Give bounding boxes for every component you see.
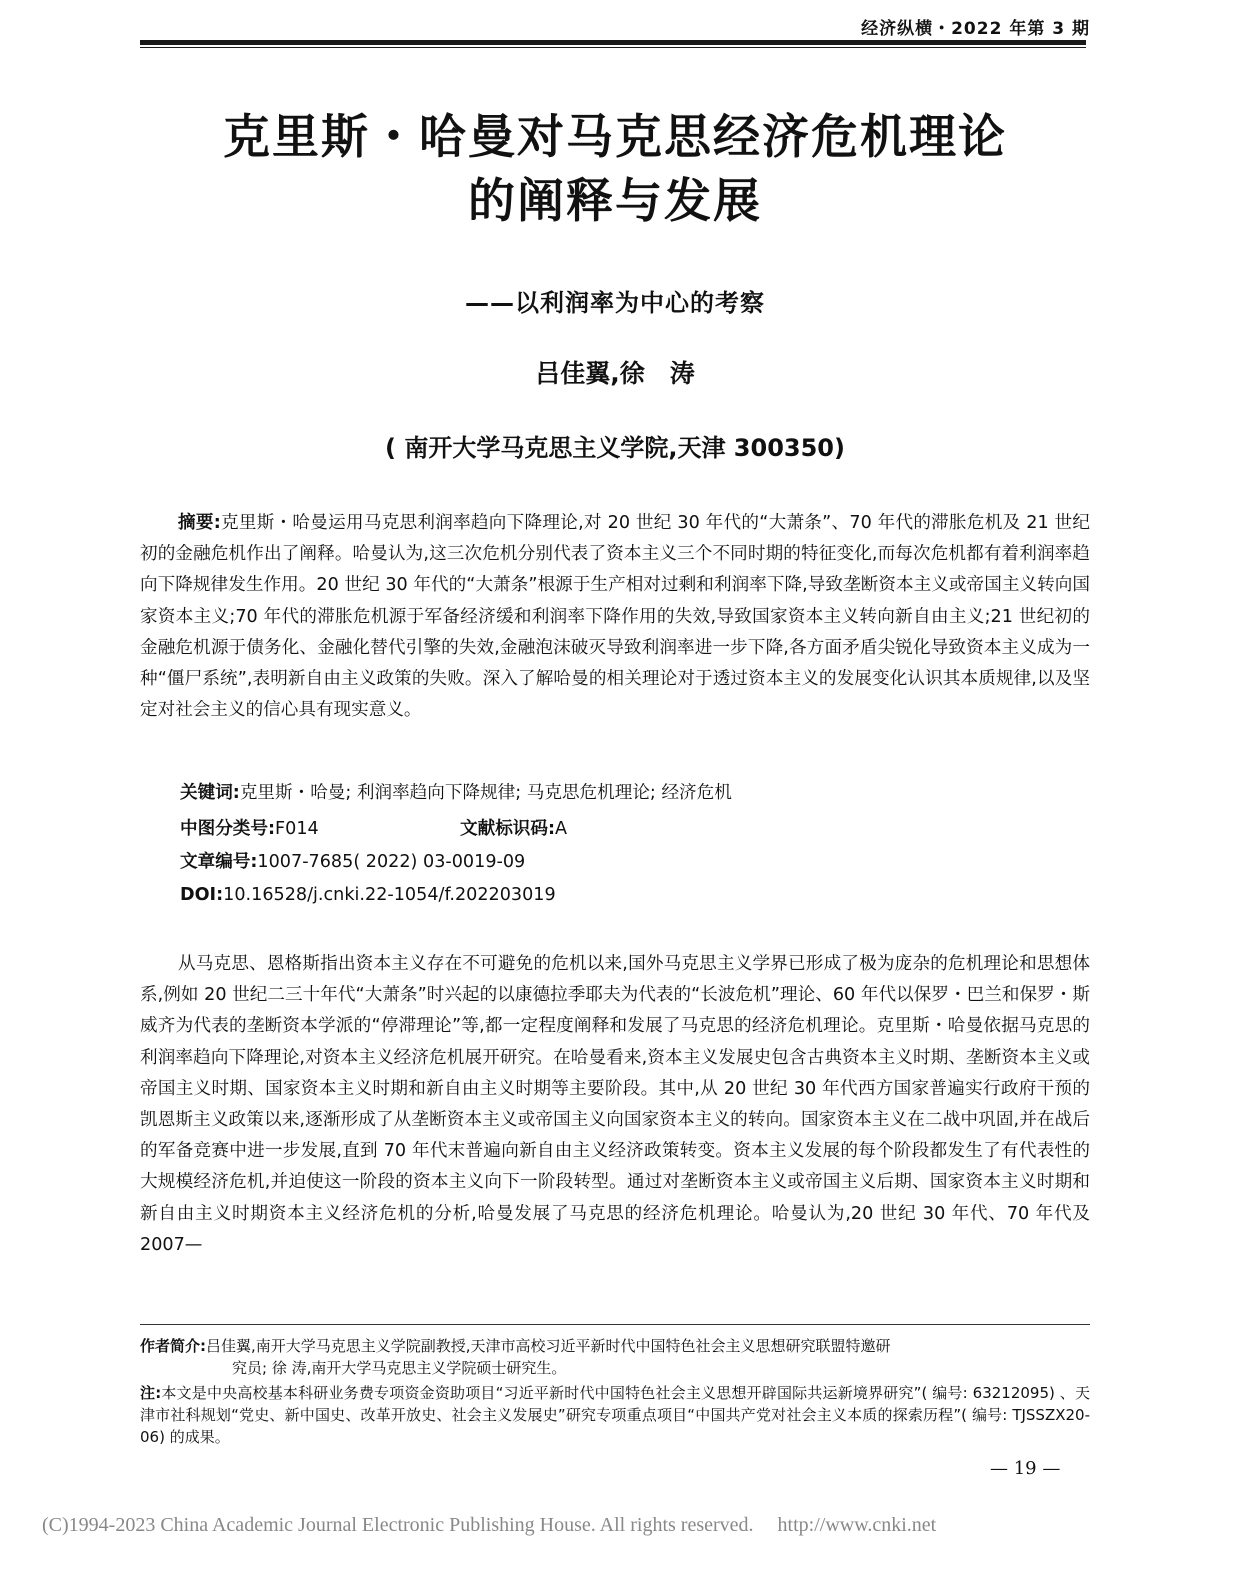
article-subtitle: ——以利润率为中心的考察 (465, 289, 765, 317)
doi (180, 881, 556, 909)
affiliation: ( 南开大学马克思主义学院,天津 300350) (385, 434, 845, 462)
abstract-text: 克里斯・哈曼运用马克思利润率趋向下降理论,对 20 世纪 30 年代的“大萧条”、70 年代的滞胀危机及 21 世纪初的金融危机作出了阐释。哈曼认为,这三次危机分别代表了资本主义三个不同时期的特征变化,而每次危机都有着利润率趋向下降规律发生作用。20 世纪 30 年代的“大萧条”根源于生产相对过剩和利润率下降,导致垄断资本主义或帝国主义转向国家资本主义;70 年代的滞胀危机源于军备经济缓和利润率下降作用的失效,导致国家资本主义转向新自由主义;21 世纪初的金融危机源于债务化、金融化替代引擎的失效,金融泡沫破灭导致利润率进一步下降,各方面矛盾尖锐化导致资本主义成为一种“僵尸系统”,表明新自由主义政策的失败。深入了解哈曼的相关理论对于透过资本主义的发展变化认识其本质规律,以及坚定对社会主义的信心具有现实意义。 (140, 513, 1090, 721)
doi-value: 10.16528/j.cnki.22-1054/f.202203019 (223, 885, 556, 905)
footnote-rule (140, 1324, 1090, 1325)
header-rule-thick (140, 40, 1086, 45)
article-no-value: 1007-7685( 2022) 03-0019-09 (257, 852, 526, 872)
keywords (180, 779, 732, 807)
doi-label: DOI: (180, 885, 224, 905)
author-bio-label: 作者简介: (140, 1337, 206, 1355)
doc-code-value: A (555, 819, 568, 839)
abstract (140, 508, 1090, 726)
keywords-label: 关键词: (180, 783, 240, 803)
funding-note-footnote (140, 1382, 1090, 1448)
body-paragraph: 从马克思、恩格斯指出资本主义存在不可避免的危机以来,国外马克思主义学界已形成了极为庞杂的危机理论和思想体系,例如 20 世纪二三十年代“大萧条”时兴起的以康德拉季耶夫为代表的“长波危机”理论、60 年代以保罗・巴兰和保罗・斯威齐为代表的垄断资本学派的“停滞理论”等,都一定程度阐释和发展了马克思的经济危机理论。克里斯・哈曼依据马克思的利润率趋向下降理论,对资本主义经济危机展开研究。在哈曼看来,资本主义发展史包含古典资本主义时期、垄断资本主义或帝国主义时期、国家资本主义时期和新自由主义时期等主要阶段。其中,从 20 世纪 30 年代西方国家普遍实行政府干预的凯恩斯主义政策以来,逐渐形成了从垄断资本主义或帝国主义向国家资本主义的转向。国家资本主义在二战中巩固,并在战后的军备竞赛中进一步发展,直到 70 年代末普遍向新自由主义经济政策转变。资本主义发展的每个阶段都发生了有代表性的大规模经济危机,并迫使这一阶段的资本主义向下一阶段转型。通过对垄断资本主义或帝国主义后期、国家资本主义时期和新自由主义时期资本主义经济危机的分析,哈曼发展了马克思的经济危机理论。哈曼认为,20 世纪 30 年代、70 年代及 2007— (140, 954, 1090, 1255)
copyright-url: http://www.cnki.net (777, 1514, 937, 1536)
authors: 吕佳翼,徐 涛 (535, 359, 695, 388)
document-code (460, 815, 567, 843)
keywords-text: 克里斯・哈曼; 利润率趋向下降规律; 马克思危机理论; 经济危机 (239, 783, 732, 803)
header-rule-thin (140, 47, 1086, 48)
article-no-label: 文章编号: (180, 852, 258, 872)
funding-note-label: 注: (140, 1384, 162, 1402)
clc-number (180, 815, 319, 843)
article-number (180, 848, 525, 876)
article-title (140, 106, 1090, 234)
clc-label: 中图分类号: (180, 819, 276, 839)
title-line-2: 的阐释与发展 (468, 174, 762, 229)
funding-note-text: 本文是中央高校基本科研业务费专项资金资助项目“习近平新时代中国特色社会主义思想开辟国际共运新境界研究”( 编号: 63212095) 、天津市社科规划“党史、新中国史、改革开放史、社会主义发展史”研究专项重点项目“中国共产党对社会主义本质的探索历程”( 编号: TJSSZX20-06) 的成果。 (140, 1384, 1091, 1446)
clc-value: F014 (275, 819, 319, 839)
author-bio-footnote (140, 1335, 1090, 1379)
doc-code-label: 文献标识码: (460, 819, 556, 839)
copyright-text: (C)1994-2023 China Academic Journal Electronic Publishing House. All rights reserved. (42, 1514, 754, 1536)
author-bio-line-1: 吕佳翼,南开大学马克思主义学院副教授,天津市高校习近平新时代中国特色社会主义思想研究联盟特邀研 (206, 1337, 891, 1355)
running-head: 经济纵横・2022 年第 3 期 (861, 19, 1090, 39)
page-number: — 19 — (990, 1458, 1061, 1479)
author-bio-line-2: 究员; 徐 涛,南开大学马克思主义学院硕士研究生。 (232, 1359, 567, 1377)
title-line-1: 克里斯・哈曼对马克思经济危机理论 (223, 110, 1007, 165)
abstract-label: 摘要: (178, 513, 221, 533)
copyright-footer (42, 1514, 936, 1537)
